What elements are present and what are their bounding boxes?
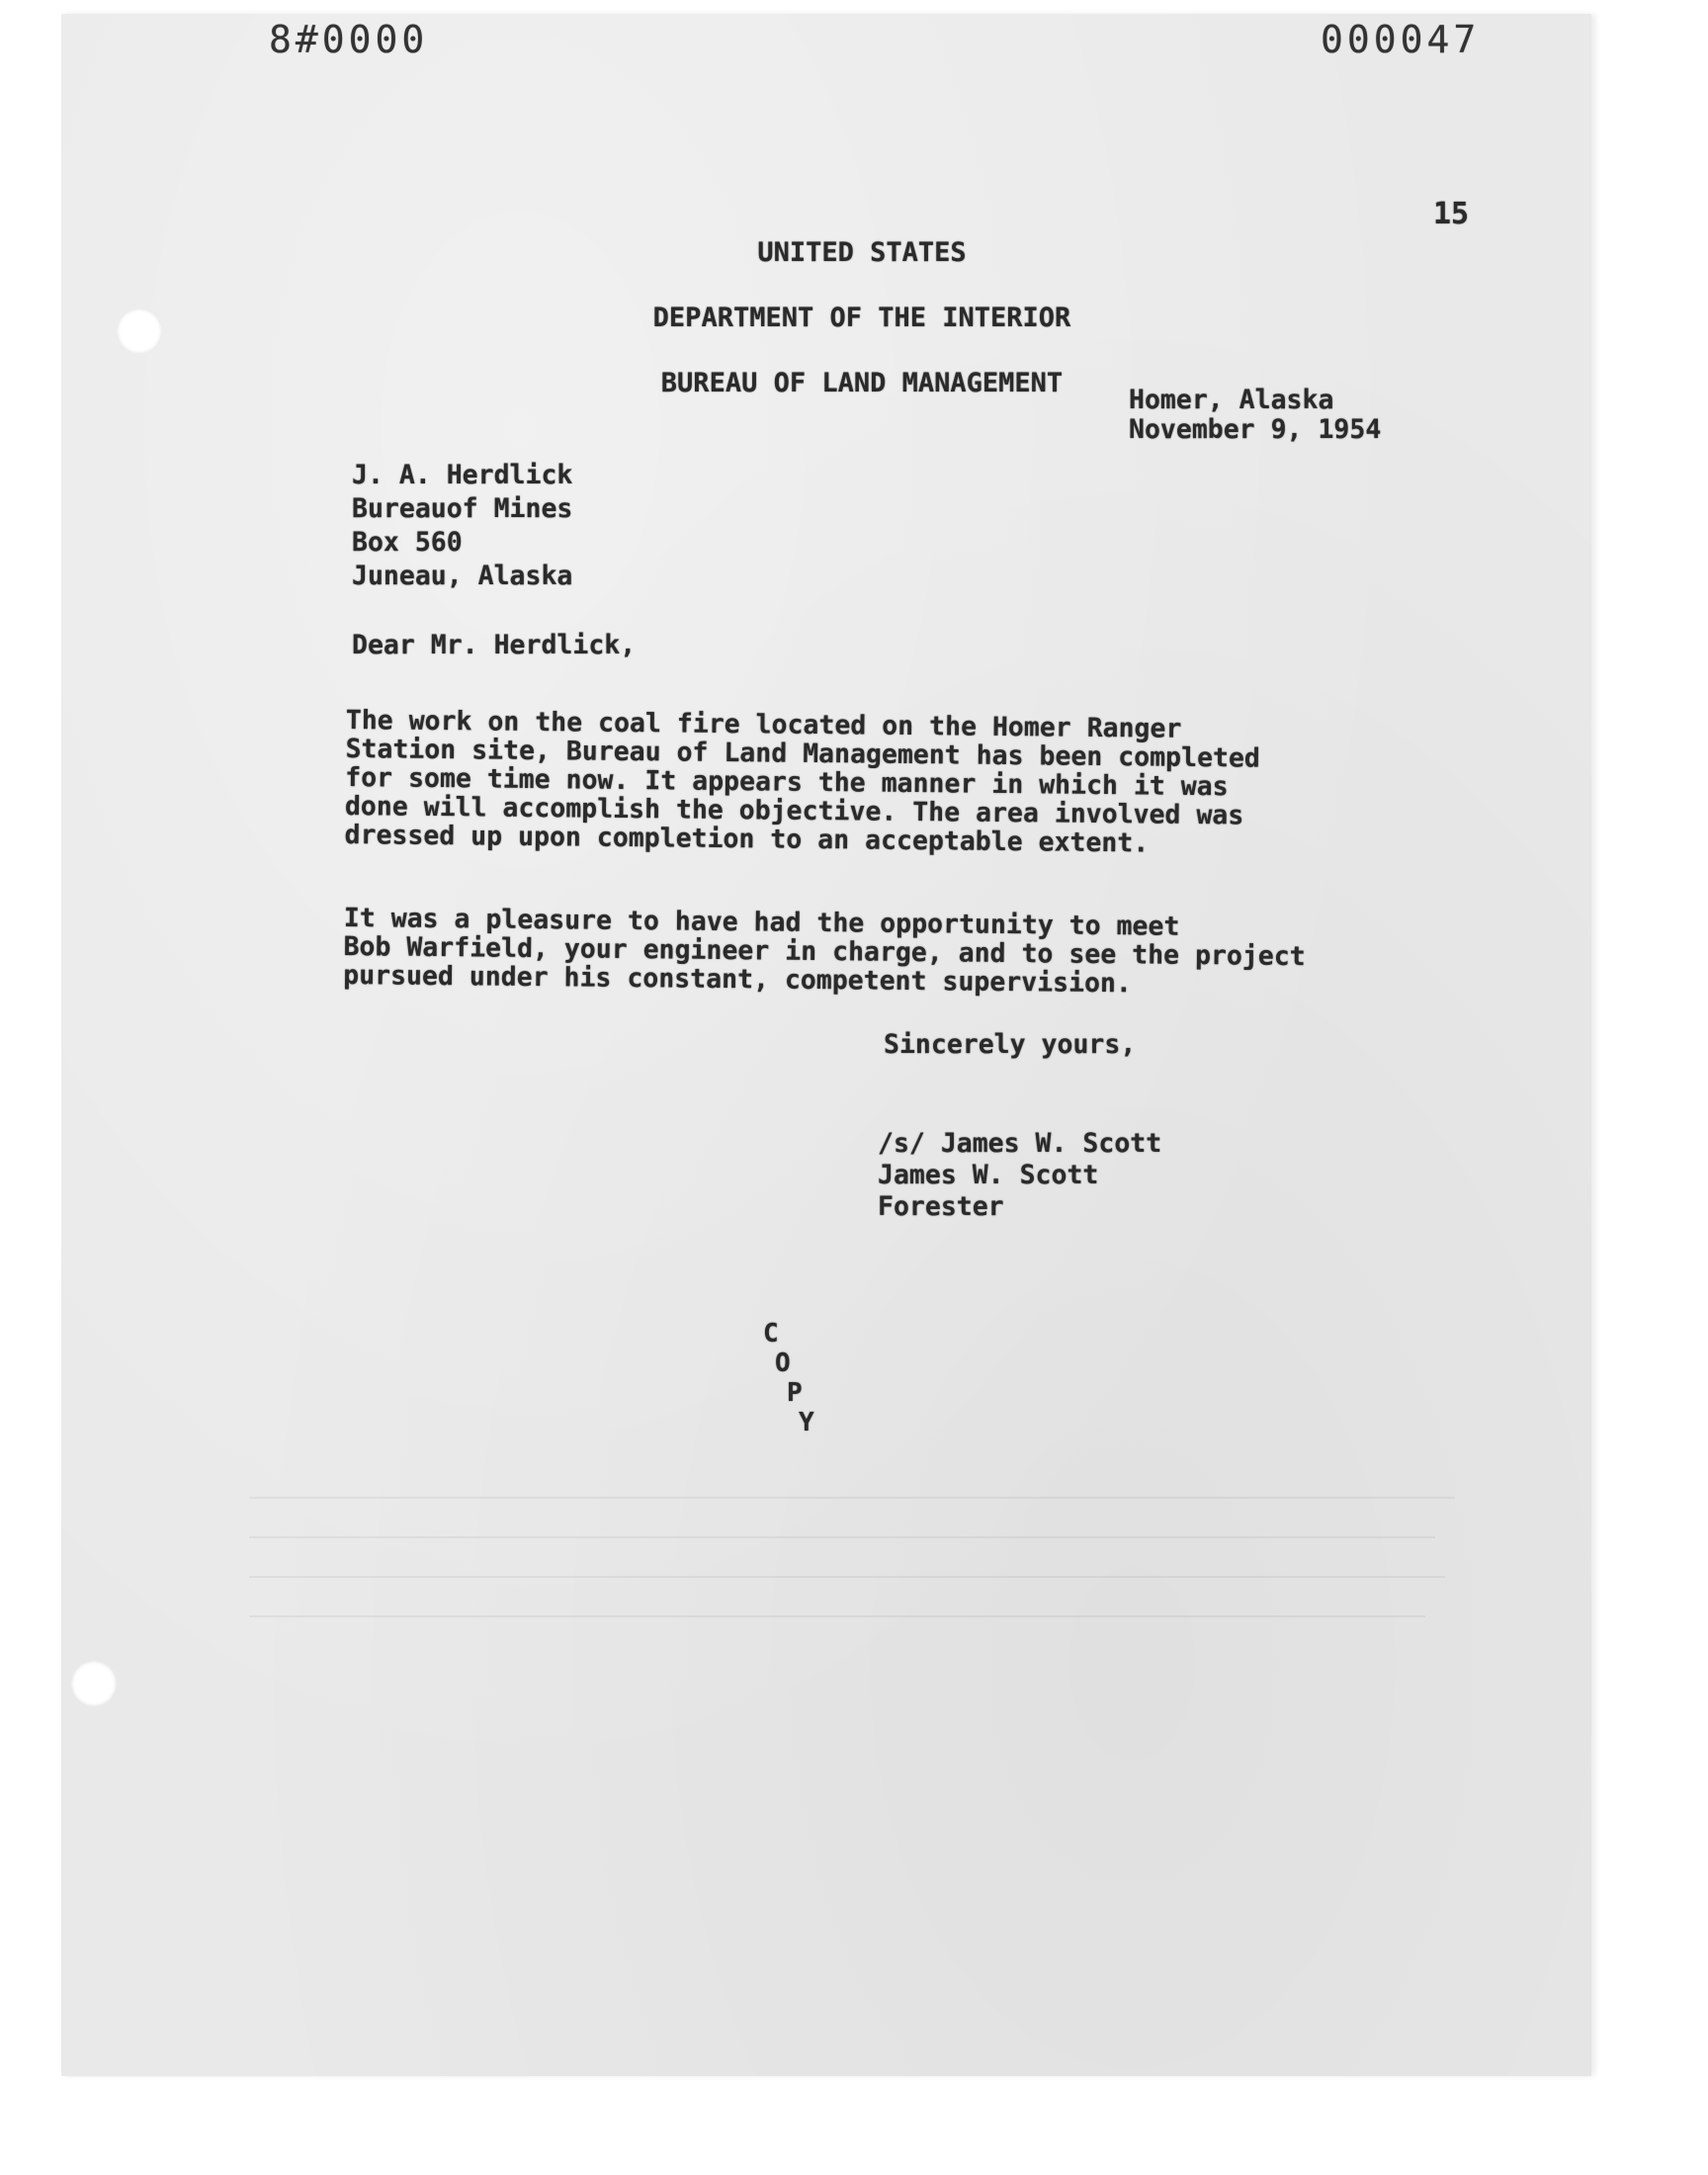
document-id-stamp: 8#0000 bbox=[269, 18, 429, 61]
copy-stamp-o: O bbox=[775, 1348, 791, 1378]
bleed-through-line bbox=[249, 1576, 1445, 1578]
binder-hole-top bbox=[117, 308, 162, 354]
copy-stamp-c: C bbox=[763, 1319, 779, 1348]
letterhead-line-1: UNITED STATES bbox=[757, 237, 967, 268]
bleed-through-line bbox=[249, 1615, 1425, 1617]
binder-hole-bottom bbox=[71, 1661, 117, 1706]
letterhead bbox=[595, 204, 1129, 432]
recipient-organization: Bureauof Mines bbox=[352, 493, 573, 524]
page-sequence-stamp: 000047 bbox=[1321, 18, 1481, 61]
dateline-date: November 9, 1954 bbox=[1129, 414, 1382, 445]
body-paragraph-2: It was a pleasure to have had the opportunity to meet Bob Warfield, your engineer in charge, and to see the project pursued under his constant, competent supervision. bbox=[343, 903, 1306, 1000]
copy-stamp-p: P bbox=[787, 1378, 803, 1408]
page-number: 15 bbox=[1433, 197, 1470, 231]
letterhead-line-3: BUREAU OF LAND MANAGEMENT bbox=[660, 368, 1064, 398]
body-paragraph-1: The work on the coal fire located on the Homer Ranger Station site, Bureau of Land Management has been completed for some time now. It appears the manner in which it was done will accomplish the objective. The area involved was dressed up upon completion to an acceptable extent. bbox=[344, 705, 1261, 859]
bleed-through-line bbox=[249, 1497, 1455, 1499]
copy-stamp-y: Y bbox=[799, 1408, 814, 1437]
signature-name: James W. Scott bbox=[878, 1160, 1099, 1190]
dateline-place: Homer, Alaska bbox=[1129, 385, 1334, 415]
bleed-through-line bbox=[249, 1536, 1435, 1538]
letterhead-line-2: DEPARTMENT OF THE INTERIOR bbox=[652, 303, 1071, 333]
recipient-city: Juneau, Alaska bbox=[352, 561, 573, 591]
document-page bbox=[61, 14, 1591, 2076]
signature-conformed: /s/ James W. Scott bbox=[878, 1128, 1162, 1159]
closing: Sincerely yours, bbox=[884, 1029, 1137, 1060]
recipient-box: Box 560 bbox=[352, 527, 463, 558]
signature-title: Forester bbox=[878, 1191, 1004, 1222]
salutation: Dear Mr. Herdlick, bbox=[352, 630, 637, 660]
recipient-name: J. A. Herdlick bbox=[352, 460, 573, 490]
